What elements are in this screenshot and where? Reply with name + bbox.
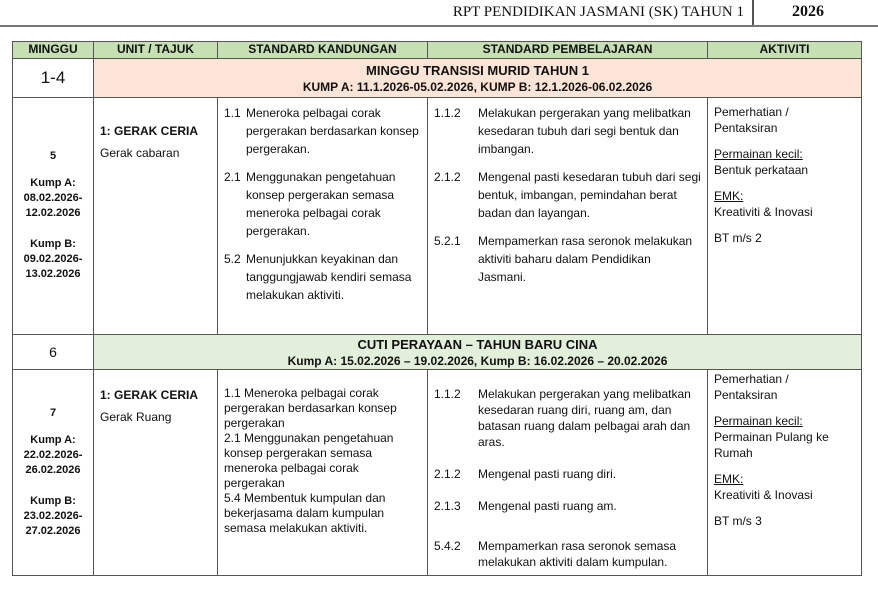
kump-b-end: 27.02.2026 xyxy=(25,524,81,537)
kump-a-start: 22.02.2026- xyxy=(23,448,83,461)
header-rule xyxy=(0,25,878,27)
sk-code: 1.1 xyxy=(224,106,241,120)
standard-pembelajaran-cell xyxy=(428,370,708,576)
kump-a-start: 08.02.2026- xyxy=(23,192,83,204)
unit-topic: Gerak cabaran xyxy=(100,146,180,160)
kump-b-start: 23.02.2026- xyxy=(23,509,83,522)
act-game xyxy=(714,413,855,461)
sp-item xyxy=(434,104,701,158)
kump-b-start: 09.02.2026- xyxy=(23,253,83,265)
sp-text: Mempamerkan rasa seronok melakukan aktiviti baharu dalam Pendidikan Jasmani. xyxy=(478,234,693,284)
band-title: CUTI PERAYAAN – TAHUN BARU CINA xyxy=(357,336,598,352)
kump-a-label: Kump A: xyxy=(30,177,76,189)
sk-text: Menunjukkan keyakinan dan tanggungjawab kendiri semasa melakukan aktiviti. xyxy=(246,252,412,302)
kump-a-label: Kump A: xyxy=(30,433,76,446)
sp-item xyxy=(434,498,701,514)
kump-b-label: Kump B: xyxy=(30,238,76,250)
act-game-label: Permainan kecil: xyxy=(714,147,803,161)
act-bt: BT m/s 2 xyxy=(714,231,762,245)
band-subtitle: KUMP A: 11.1.2026-05.02.2026, KUMP B: 12.1.2026-06.02.2026 xyxy=(302,79,653,94)
table-row-week-7 xyxy=(13,370,862,576)
sp-code: 1.1.2 xyxy=(434,387,461,401)
sk-line: 1.1 Meneroka pelbagai corak pergerakan berdasarkan konsep pergerakan xyxy=(224,386,397,430)
week-number: 1-4 xyxy=(40,68,66,87)
sk-code: 5.2 xyxy=(224,252,241,266)
band-title: MINGGU TRANSISI MURID TAHUN 1 xyxy=(366,62,589,78)
rpt-table xyxy=(12,41,862,576)
sk-item xyxy=(224,250,421,304)
act-game-label: Permainan kecil: xyxy=(714,414,803,428)
act-game-value: Permainan Pulang ke Rumah xyxy=(714,430,829,460)
sp-item xyxy=(434,538,701,570)
sp-text: Mengenal pasti ruang am. xyxy=(478,499,617,513)
standard-kandungan-cell xyxy=(218,370,428,576)
sp-text: Mempamerkan rasa seronok semasa melakukan aktiviti dalam kumpulan. xyxy=(478,539,677,569)
act-game-value: Bentuk perkataan xyxy=(714,163,809,177)
col-header-aktiviti: AKTIVITI xyxy=(708,42,862,59)
sp-text: Melakukan pergerakan yang melibatkan kesedaran tubuh dari segi bentuk dan imbangan. xyxy=(478,106,691,156)
unit-cell xyxy=(94,98,218,335)
minggu-cell xyxy=(13,335,94,370)
unit-title: 1: GERAK CERIA xyxy=(100,388,199,402)
unit-title: 1: GERAK CERIA xyxy=(100,124,199,138)
table-row-cuti xyxy=(13,335,862,370)
column-header-row xyxy=(13,42,862,59)
week-number: 5 xyxy=(49,150,57,162)
sp-text: Melakukan pergerakan yang melibatkan kesedaran ruang diri, ruang am, dan batasan ruang dalam pelbagai arah dan aras. xyxy=(478,387,691,449)
kump-b-label: Kump B: xyxy=(30,494,76,507)
sp-text: Mengenal pasti ruang diri. xyxy=(478,467,617,481)
act-emk-value: Kreativiti & Inovasi xyxy=(714,205,813,219)
table-row-transisi xyxy=(13,59,862,98)
sp-item xyxy=(434,168,701,222)
sk-line: 2.1 Menggunakan pengetahuan konsep pergerakan semasa meneroka pelbagai corak pergerakan xyxy=(224,431,394,490)
act-emk-label: EMK: xyxy=(714,472,744,486)
aktiviti-cell xyxy=(708,98,862,335)
sk-text: Menggunakan pengetahuan konsep pergerakan semasa meneroka pelbagai corak pergerakan. xyxy=(246,170,396,238)
sk-item xyxy=(224,104,421,158)
document-title: RPT PENDIDIKAN JASMANI (SK) TAHUN 1 xyxy=(452,4,744,20)
unit-topic: Gerak Ruang xyxy=(100,410,172,424)
document-year: 2026 xyxy=(792,3,824,20)
act-game xyxy=(714,146,855,178)
sk-text: Meneroka pelbagai corak pergerakan berdasarkan konsep pergerakan. xyxy=(246,106,419,156)
holiday-band xyxy=(94,335,862,370)
minggu-cell xyxy=(13,370,94,576)
band-subtitle: Kump A: 15.02.2026 – 19.02.2026, Kump B: 16.02.2026 – 20.02.2026 xyxy=(287,353,668,368)
sp-item xyxy=(434,466,701,482)
kump-a-end: 12.02.2026 xyxy=(25,207,81,219)
kump-a-end: 26.02.2026 xyxy=(25,463,81,476)
minggu-cell xyxy=(13,98,94,335)
kump-b-end: 13.02.2026 xyxy=(25,268,81,280)
col-header-sp: STANDARD PEMBELAJARAN xyxy=(428,42,708,59)
sk-code: 2.1 xyxy=(224,170,241,184)
sk-item xyxy=(224,168,421,240)
unit-cell xyxy=(94,370,218,576)
page-header xyxy=(0,0,878,26)
sp-code: 5.2.1 xyxy=(434,234,461,248)
act-emk xyxy=(714,188,855,220)
sp-code: 2.1.2 xyxy=(434,467,461,481)
sp-code: 2.1.2 xyxy=(434,170,461,184)
transition-band xyxy=(94,59,862,98)
standard-pembelajaran-cell xyxy=(428,98,708,335)
minggu-cell xyxy=(13,59,94,98)
col-header-unit: UNIT / TAJUK xyxy=(94,42,218,59)
week-number: 7 xyxy=(49,406,57,419)
sp-item xyxy=(434,386,701,450)
standard-kandungan-cell xyxy=(218,98,428,335)
header-divider xyxy=(752,0,754,26)
act-emk-value: Kreativiti & Inovasi xyxy=(714,488,813,502)
sk-line: 5.4 Membentuk kumpulan dan bekerjasama dalam kumpulan semasa melakukan aktiviti. xyxy=(224,491,386,535)
act-assessment: Pemerhatian / Pentaksiran xyxy=(714,372,789,402)
sp-code: 1.1.2 xyxy=(434,106,461,120)
week-number: 6 xyxy=(49,344,57,360)
sp-code: 5.4.2 xyxy=(434,539,461,553)
sp-item xyxy=(434,232,701,286)
table-row-week-5 xyxy=(13,98,862,335)
act-emk xyxy=(714,471,855,503)
act-bt: BT m/s 3 xyxy=(714,514,762,528)
sp-code: 2.1.3 xyxy=(434,499,461,513)
col-header-minggu: MINGGU xyxy=(13,42,94,59)
col-header-sk: STANDARD KANDUNGAN xyxy=(218,42,428,59)
sp-text: Mengenal pasti kesedaran tubuh dari segi bentuk, imbangan, pemindahan berat badan dan layangan. xyxy=(478,170,701,220)
aktiviti-cell xyxy=(708,370,862,576)
act-emk-label: EMK: xyxy=(714,189,744,203)
act-assessment: Pemerhatian / Pentaksiran xyxy=(714,105,789,135)
